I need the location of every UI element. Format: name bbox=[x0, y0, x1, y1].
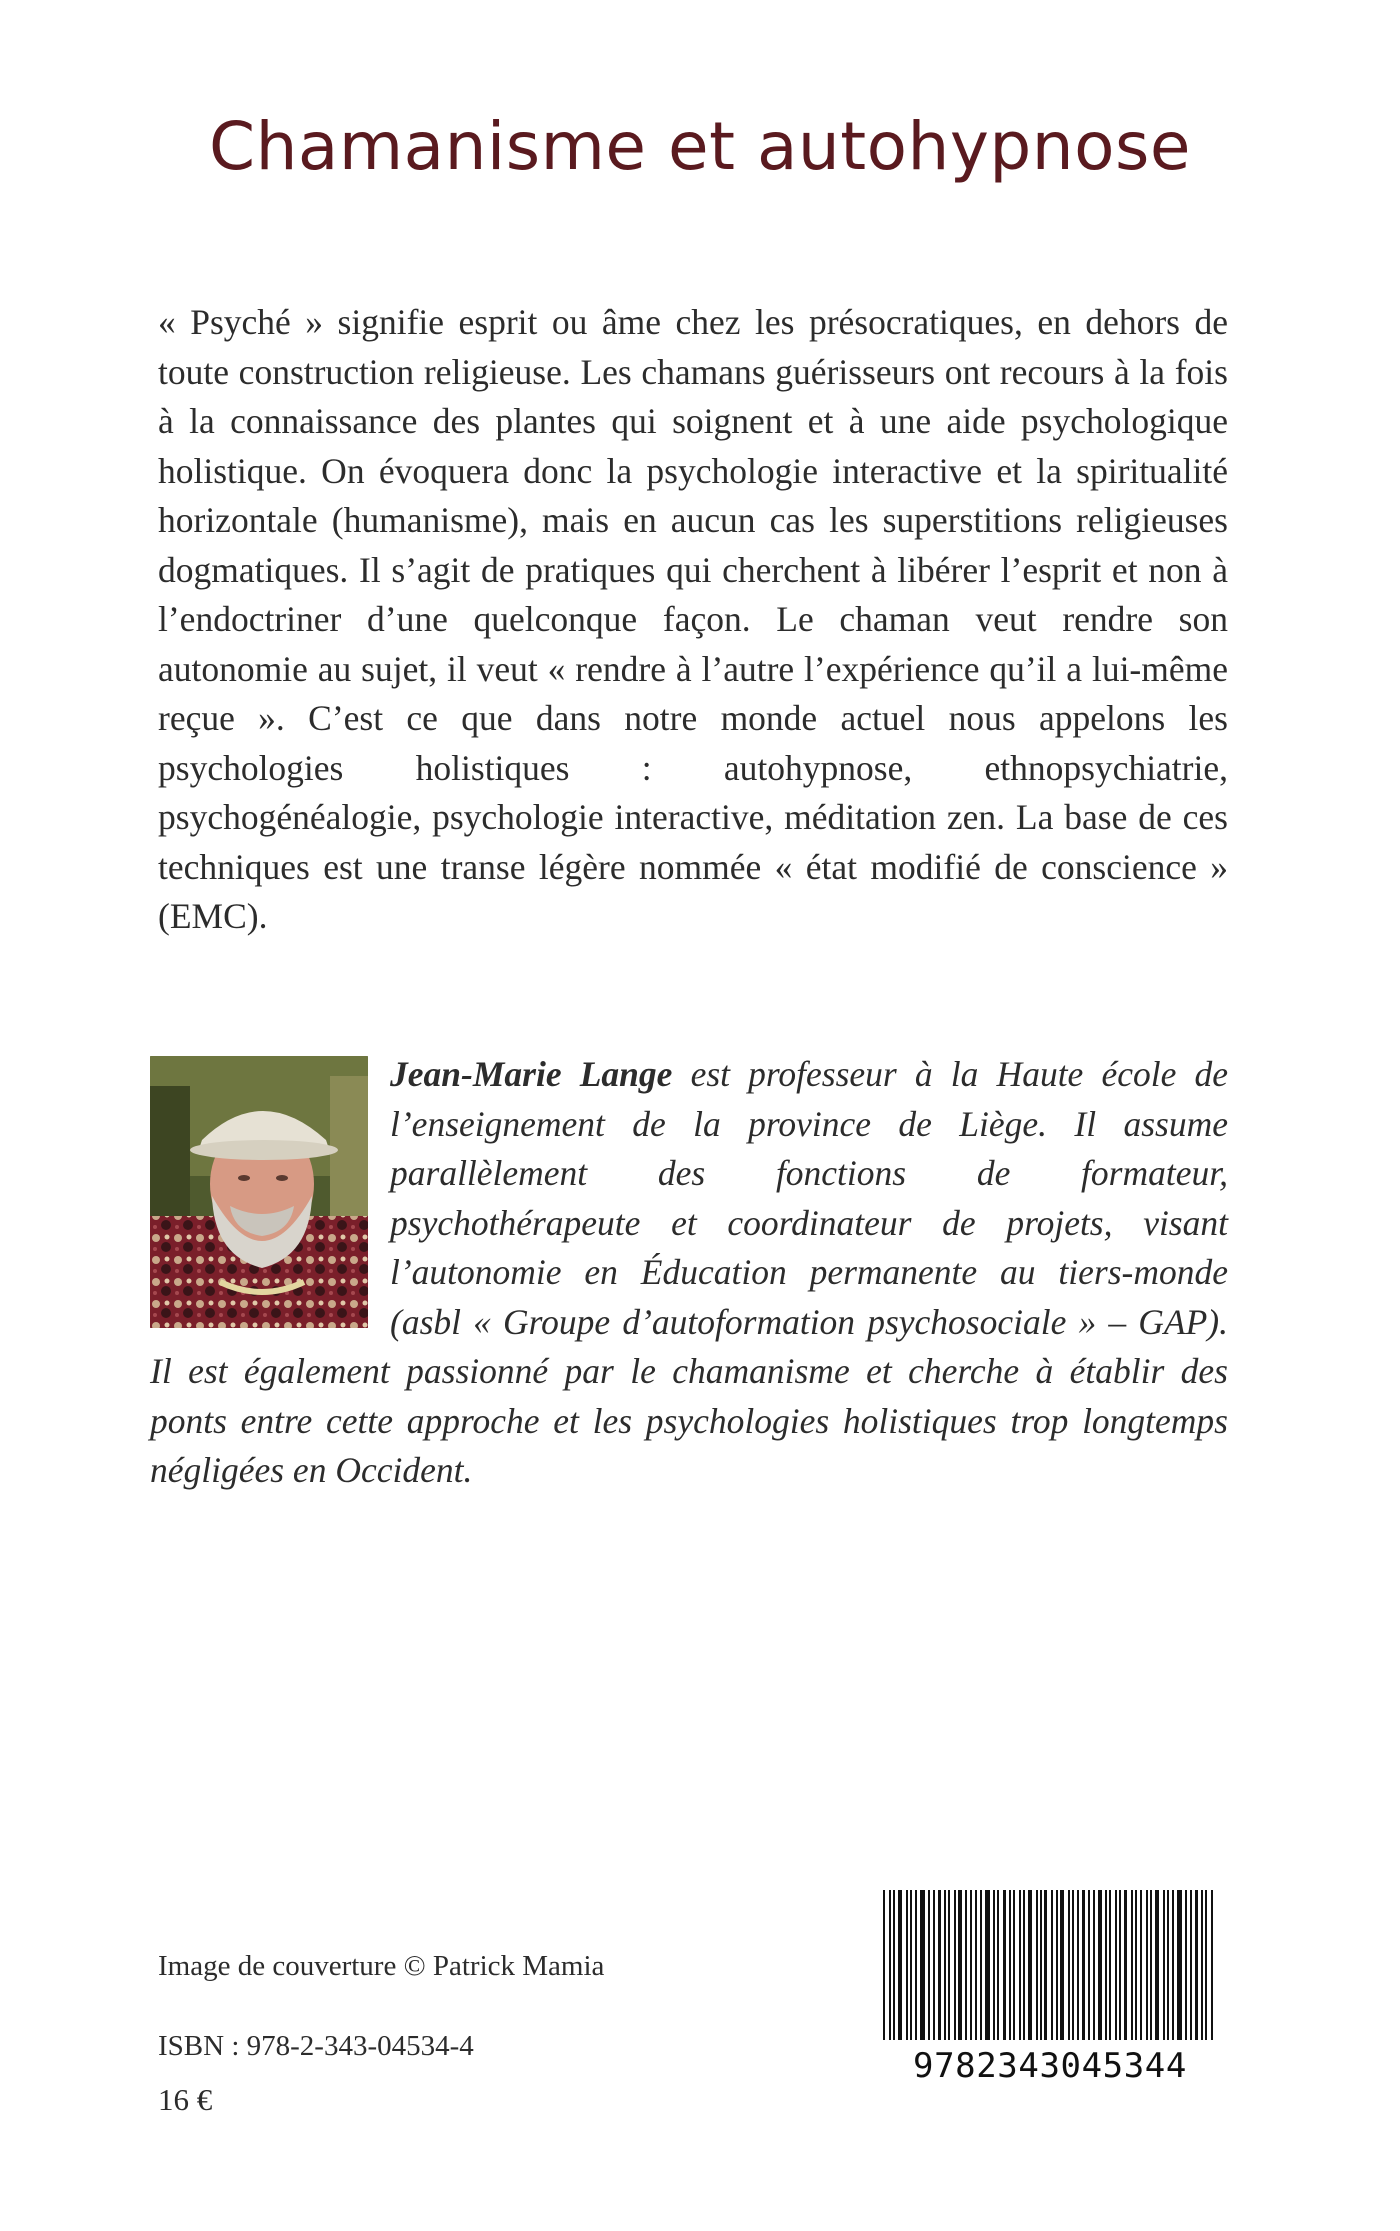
barcode-bar bbox=[1056, 1890, 1058, 2040]
barcode-bar bbox=[1003, 1890, 1006, 2040]
barcode-bar bbox=[883, 1890, 885, 2040]
barcode-bar bbox=[1146, 1890, 1148, 2040]
image-credit: Image de couverture © Patrick Mamia bbox=[158, 1950, 605, 1982]
barcode-bar bbox=[906, 1890, 908, 2040]
barcode-bar bbox=[1019, 1890, 1021, 2040]
barcode-bar bbox=[1150, 1890, 1152, 2040]
barcode-bar bbox=[1115, 1890, 1117, 2040]
barcode-bar bbox=[889, 1890, 891, 2040]
barcode-bar bbox=[1028, 1890, 1032, 2040]
barcode-bar bbox=[1009, 1890, 1011, 2040]
barcode-bar bbox=[948, 1890, 950, 2040]
barcode-bar bbox=[1124, 1890, 1127, 2040]
barcode-bar bbox=[993, 1890, 995, 2040]
barcode-digits: 9782343045344 bbox=[913, 2046, 1187, 2086]
barcode-bar bbox=[965, 1890, 967, 2040]
price-text: 16 € bbox=[158, 2082, 213, 2117]
book-title: Chamanisme et autohypnose bbox=[208, 108, 1191, 185]
barcode-bar bbox=[1013, 1890, 1015, 2040]
barcode-bar bbox=[893, 1890, 895, 2040]
barcode-bar bbox=[1195, 1890, 1198, 2040]
barcode-bar bbox=[1211, 1890, 1213, 2040]
barcode-bar bbox=[985, 1890, 990, 2040]
barcode-bar bbox=[958, 1890, 962, 2040]
barcode-bar bbox=[1109, 1890, 1111, 2040]
barcode-bar bbox=[1023, 1890, 1025, 2040]
barcode-bar bbox=[1088, 1890, 1090, 2040]
barcode-bar bbox=[1036, 1890, 1038, 2040]
barcode-bar bbox=[1082, 1890, 1085, 2040]
barcode-bar bbox=[1105, 1890, 1107, 2040]
barcode-bar bbox=[1072, 1890, 1074, 2040]
barcode-bar bbox=[1135, 1890, 1137, 2040]
barcode-bar bbox=[1131, 1890, 1133, 2040]
barcode-bar bbox=[980, 1890, 982, 2040]
barcode-bar bbox=[1185, 1890, 1187, 2040]
barcode-bar bbox=[920, 1890, 925, 2040]
author-name: Jean-Marie Lange bbox=[390, 1054, 673, 1094]
barcode-bar bbox=[1093, 1890, 1095, 2040]
barcode-bar bbox=[944, 1890, 946, 2040]
author-bio-text: est professeur à la Haute école de l’enseignement de la province de Liège. Il assume parallèlement des fonctions de formateur, psychothérapeute et coordinateur de projets, visant l’autonomie en Éducation permanente au tiers-monde (asbl « Groupe d’autoformation psychosociale » – GAP). Il est également passionné par le chamanisme et cherche à établir des ponts entre cette approche et les psychologies holistiques trop longtemps négligées en Occident. bbox=[150, 1054, 1229, 1490]
barcode-bar bbox=[898, 1890, 902, 2040]
barcode-bar bbox=[933, 1890, 935, 2040]
barcode-bar bbox=[997, 1890, 999, 2040]
synopsis-paragraph: « Psyché » signifie esprit ou âme chez les présocratiques, en dehors de toute construction religieuse. Les chamans guérisseurs ont recours à la fois à la connaissance des plantes qui soignent et à une aide psychologique holistique. On évoquera donc la psychologie interactive et la spiritualité horizontale (humanisme), mais en aucun cas les superstitions religieuses dogmatiques. Il s’agit de pratiques qui cherchent à libérer l’esprit et non à l’endoctriner d’une quelconque façon. Le chaman veut rendre son autonomie au sujet, il veut « rendre à l’autre l’expérience qu’il a lui-même reçue ». C’est ce que dans notre monde actuel nous appelons les psychologies holistiques : autohypnose, ethnopsychiatrie, psychogénéalogie, psychologie interactive, méditation zen. La base de ces techniques est une transe légère nommée « état modifié de conscience » (EMC). bbox=[158, 302, 1228, 936]
barcode-bar bbox=[1060, 1890, 1064, 2040]
barcode-bar bbox=[970, 1890, 972, 2040]
barcode-bar bbox=[1140, 1890, 1142, 2040]
barcode-bar bbox=[1155, 1890, 1159, 2040]
barcode-bar bbox=[1040, 1890, 1042, 2040]
barcode-bar bbox=[1068, 1890, 1070, 2040]
barcode-bar bbox=[1201, 1890, 1203, 2040]
author-photo bbox=[150, 1056, 368, 1328]
isbn-text: ISBN : 978-2-343-04534-4 bbox=[158, 2030, 474, 2062]
barcode-bar bbox=[1205, 1890, 1207, 2040]
barcode-bar bbox=[910, 1890, 912, 2040]
barcode-bar bbox=[915, 1890, 917, 2040]
barcode-bars bbox=[875, 1890, 1225, 2040]
barcode-bar bbox=[1190, 1890, 1192, 2040]
author-bio bbox=[150, 1050, 1228, 1496]
barcode-bar bbox=[1098, 1890, 1102, 2040]
barcode-bar bbox=[1077, 1890, 1079, 2040]
barcode-bar bbox=[1172, 1890, 1174, 2040]
barcode-bar bbox=[1051, 1890, 1053, 2040]
barcode-bar bbox=[928, 1890, 930, 2040]
barcode-bar bbox=[1044, 1890, 1047, 2040]
barcode-bar bbox=[1167, 1890, 1169, 2040]
barcode-bar bbox=[975, 1890, 977, 2040]
barcode-bar bbox=[1119, 1890, 1121, 2040]
barcode-bar bbox=[1163, 1890, 1165, 2040]
barcode-bar bbox=[1177, 1890, 1182, 2040]
barcode-bar bbox=[954, 1890, 956, 2040]
barcode-bar bbox=[938, 1890, 941, 2040]
